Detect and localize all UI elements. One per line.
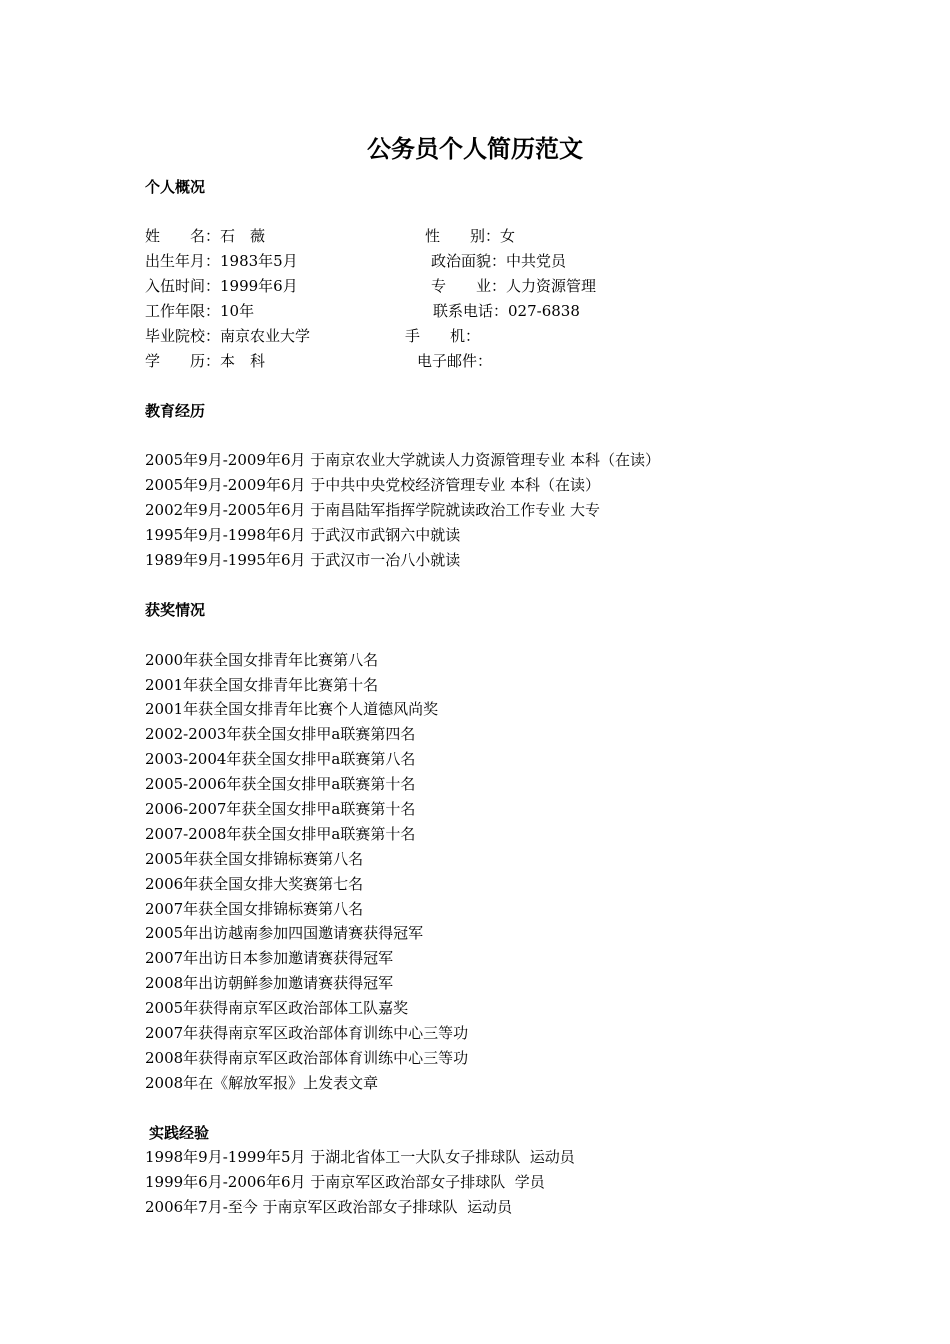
education-item: 2005年9月-2009年6月 于中共中央党校经济管理专业 本科（在读）: [145, 476, 601, 494]
education-item: 1989年9月-1995年6月 于武汉市一冶八小就读: [145, 551, 461, 569]
education-item: 1995年9月-1998年6月 于武汉市武钢六中就读: [145, 526, 461, 544]
profile-work-years: 工作年限：10年: [145, 302, 255, 320]
award-item: 2006年获全国女排大奖赛第七名: [145, 875, 364, 893]
award-item: 2008年出访朝鲜参加邀请赛获得冠军: [145, 974, 394, 992]
practice-item: 2006年7月-至今 于南京军区政治部女子排球队 运动员: [145, 1198, 513, 1216]
section-heading-education: 教育经历: [145, 402, 206, 420]
profile-name: 姓 名：石 薇: [145, 227, 266, 245]
profile-birth: 出生年月：1983年5月: [145, 252, 298, 270]
award-item: 2001年获全国女排青年比赛第十名: [145, 676, 379, 694]
section-heading-practice: 实践经验: [149, 1124, 210, 1142]
profile-email: 电子邮件：: [417, 352, 493, 370]
award-item: 2001年获全国女排青年比赛个人道德风尚奖: [145, 700, 439, 718]
page-title: 公务员个人简历范文: [367, 134, 583, 163]
award-item: 2007年获全国女排锦标赛第八名: [145, 900, 364, 918]
award-item: 2003-2004年获全国女排甲a联赛第八名: [145, 750, 416, 768]
profile-major: 专 业：人力资源管理: [431, 277, 597, 295]
profile-gender: 性 别：女: [425, 227, 516, 245]
profile-political-status: 政治面貌：中共党员: [431, 252, 567, 270]
profile-mobile: 手 机：: [405, 327, 481, 345]
profile-school: 毕业院校：南京农业大学: [145, 327, 311, 345]
award-item: 2000年获全国女排青年比赛第八名: [145, 651, 379, 669]
profile-phone: 联系电话：027-6838: [433, 302, 580, 320]
section-heading-profile: 个人概况: [145, 178, 206, 196]
education-item: 2005年9月-2009年6月 于南京农业大学就读人力资源管理专业 本科（在读）: [145, 451, 661, 469]
award-item: 2007-2008年获全国女排甲a联赛第十名: [145, 825, 416, 843]
award-item: 2005年获全国女排锦标赛第八名: [145, 850, 364, 868]
award-item: 2008年获得南京军区政治部体育训练中心三等功: [145, 1049, 469, 1067]
profile-degree: 学 历：本 科: [145, 352, 266, 370]
award-item: 2005年出访越南参加四国邀请赛获得冠军: [145, 924, 424, 942]
practice-item: 1999年6月-2006年6月 于南京军区政治部女子排球队 学员: [145, 1173, 545, 1191]
award-item: 2006-2007年获全国女排甲a联赛第十名: [145, 800, 416, 818]
section-heading-awards: 获奖情况: [145, 601, 206, 619]
award-item: 2005年获得南京军区政治部体工队嘉奖: [145, 999, 409, 1017]
profile-enlistment: 入伍时间：1999年6月: [145, 277, 298, 295]
practice-item: 1998年9月-1999年5月 于湖北省体工一大队女子排球队 运动员: [145, 1148, 575, 1166]
award-item: 2005-2006年获全国女排甲a联赛第十名: [145, 775, 416, 793]
education-item: 2002年9月-2005年6月 于南昌陆军指挥学院就读政治工作专业 大专: [145, 501, 601, 519]
award-item: 2007年出访日本参加邀请赛获得冠军: [145, 949, 394, 967]
award-item: 2002-2003年获全国女排甲a联赛第四名: [145, 725, 416, 743]
award-item: 2008年在《解放军报》上发表文章: [145, 1074, 379, 1092]
award-item: 2007年获得南京军区政治部体育训练中心三等功: [145, 1024, 469, 1042]
